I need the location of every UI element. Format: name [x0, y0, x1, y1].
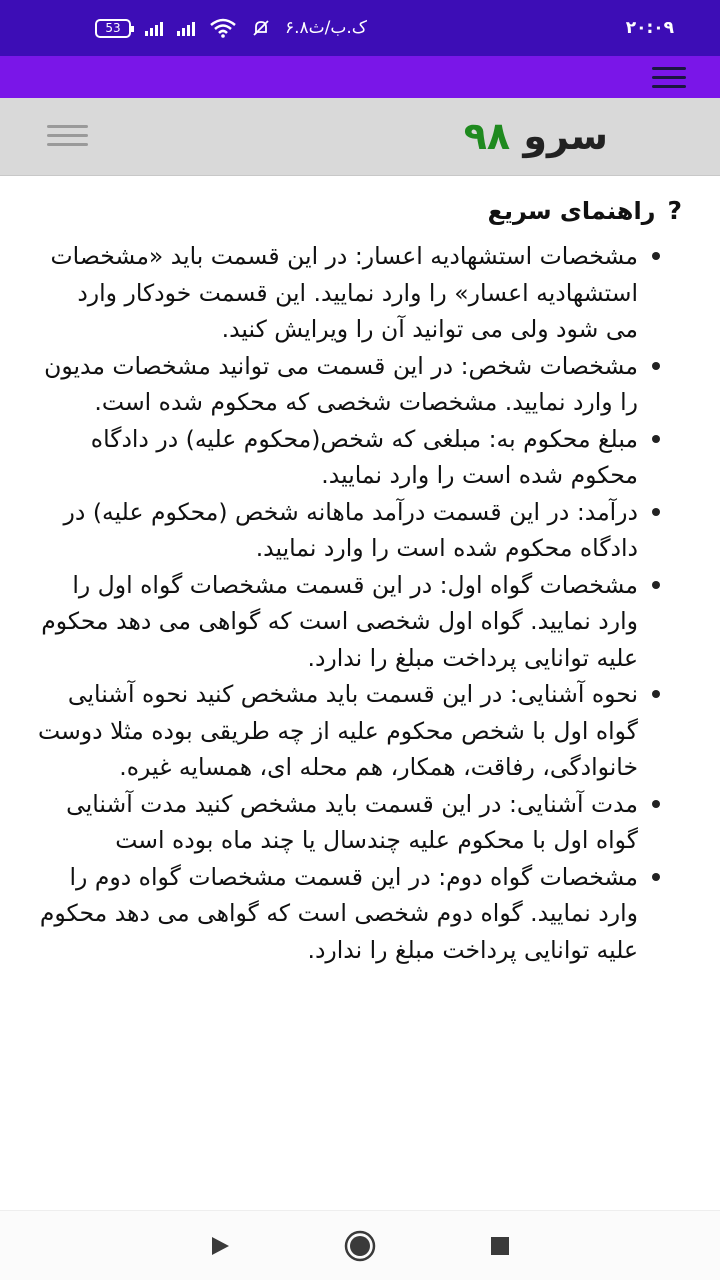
- triangle-back-icon: [209, 1235, 231, 1257]
- battery-icon: 53: [95, 19, 131, 38]
- guide-title: راهنمای سریع: [487, 196, 656, 225]
- hamburger-icon[interactable]: [652, 67, 686, 88]
- list-item: درآمد: در این قسمت درآمد ماهانه شخص (محکوم علیه) در دادگاه محکوم شده است را وارد نمایید.: [38, 494, 638, 567]
- brand-word: سرو: [523, 114, 608, 158]
- circle-home-icon: [343, 1229, 377, 1263]
- guide-list: [38, 238, 638, 968]
- list-item: نحوه آشنایی: در این قسمت باید مشخص کنید نحوه آشنایی گواه اول با شخص محکوم علیه از چه طریقی بوده مثلا دوست خانوادگی، رفاقت، همکار، هم محله ای، همسایه غیره.: [38, 676, 638, 786]
- question-icon: ?: [667, 196, 682, 225]
- nav-home-button[interactable]: [338, 1224, 382, 1268]
- top-toolbar: [0, 56, 720, 98]
- system-nav-bar: [0, 1210, 720, 1280]
- list-item: مشخصات شخص: در این قسمت می توانید مشخصات مدیون را وارد نمایید. مشخصات شخصی که محکوم شده است.: [38, 348, 638, 421]
- list-item: مبلغ محکوم به: مبلغی که شخص(محکوم علیه) در دادگاه محکوم شده است را وارد نمایید.: [38, 421, 638, 494]
- menu-icon[interactable]: [47, 125, 88, 146]
- guide-content[interactable]: [0, 176, 720, 1210]
- list-item: مدت آشنایی: در این قسمت باید مشخص کنید مدت آشنایی گواه اول با محکوم علیه چندسال یا چند ماه بوده است: [38, 786, 638, 859]
- app-header: [0, 98, 720, 176]
- guide-heading: [488, 196, 682, 225]
- list-item: مشخصات گواه دوم: در این قسمت مشخصات گواه دوم را وارد نمایید. گواه دوم شخصی است که گواهی می دهد محکوم علیه توانایی پرداخت مبلغ را ندارد.: [38, 859, 638, 969]
- status-bar: [0, 0, 720, 56]
- wifi-icon: [209, 18, 237, 38]
- brand-logo: [464, 114, 608, 158]
- status-icons: [95, 18, 367, 38]
- brand-number: ۹۸: [463, 114, 511, 158]
- list-item: مشخصات گواه اول: در این قسمت مشخصات گواه اول را وارد نمایید. گواه اول شخصی است که گواهی می دهد محکوم علیه توانایی پرداخت مبلغ را ندارد.: [38, 567, 638, 677]
- status-time: ۲۰:۰۹: [625, 18, 674, 38]
- nav-recents-button[interactable]: [478, 1224, 522, 1268]
- network-speed: ۶.۸ک.ب/ث: [285, 18, 368, 38]
- nav-back-button[interactable]: [198, 1224, 242, 1268]
- list-item: مشخصات استشهادیه اعسار: در این قسمت باید «مشخصات استشهادیه اعسار» را وارد نمایید. این قسمت خودکار وارد می شود ولی می توانید آن را ویرایش کنید.: [38, 238, 638, 348]
- signal-icon: [145, 20, 163, 36]
- signal-icon-2: [177, 20, 195, 36]
- bell-muted-icon: [251, 18, 271, 38]
- square-recents-icon: [489, 1235, 511, 1257]
